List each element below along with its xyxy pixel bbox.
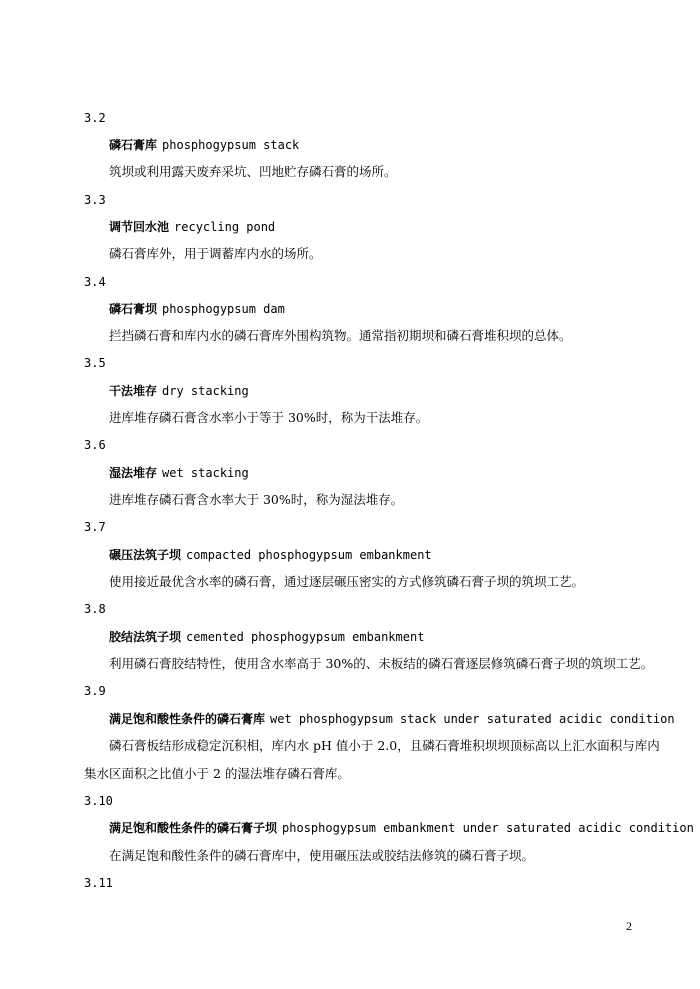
term-zh: 磷石膏坝 [109,302,158,316]
clause-number: 3.6 [84,438,106,452]
term-en: phosphogypsum embankment under saturated acidic condition [282,821,694,835]
term-zh: 湿法堆存 [109,466,158,480]
clause-number: 3.9 [84,684,106,698]
term-definition: 拦挡磷石膏和库内水的磷石膏库外围构筑物。通常指初期坝和磷石膏堆积坝的总体。 [109,328,572,343]
term-en: compacted phosphogypsum embankment [186,548,432,562]
term-heading [109,548,432,562]
term-zh: 满足饱和酸性条件的磷石膏子坝 [109,821,278,835]
clause-number: 3.4 [84,275,106,289]
term-definition: 使用接近最优含水率的磷石膏，通过逐层碾压密实的方式修筑磷石膏子坝的筑坝工艺。 [109,574,585,589]
term-definition: 利用磷石膏胶结特性，使用含水率高于 30%的、未板结的磷石膏逐层修筑磷石膏子坝的筑坝工艺。 [109,656,654,671]
term-definition: 在满足饱和酸性条件的磷石膏库中，使用碾压法或胶结法修筑的磷石膏子坝。 [109,848,535,863]
term-en: dry stacking [162,384,249,398]
term-en: wet stacking [162,466,249,480]
term-heading [109,302,285,316]
term-en: recycling pond [174,220,276,234]
clause-number: 3.2 [84,111,106,125]
clause-number: 3.3 [84,193,106,207]
term-en: phosphogypsum dam [162,302,285,316]
term-en: wet phosphogypsum stack under saturated acidic condition [270,712,675,726]
term-en: cemented phosphogypsum embankment [186,630,425,644]
clause-number: 3.7 [84,520,106,534]
term-definition: 磷石膏库外，用于调蓄库内水的场所。 [109,246,322,261]
term-definition-line-1: 磷石膏板结形成稳定沉积相，库内水 pH 值小于 2.0，且磷石膏堆积坝坝顶标高以上汇水面积与库内 [109,738,660,753]
term-definition-line-2: 集水区面积之比值小于 2 的湿法堆存磷石膏库。 [84,766,350,781]
term-definition: 筑坝或利用露天废弃采坑、凹地贮存磷石膏的场所。 [109,164,397,179]
clause-number: 3.11 [84,876,113,890]
term-heading [109,466,249,480]
clause-number: 3.8 [84,602,106,616]
term-zh: 干法堆存 [109,384,158,398]
clause-number: 3.10 [84,794,113,808]
term-zh: 磷石膏库 [109,138,158,152]
term-heading [109,138,299,152]
term-heading [109,630,424,644]
term-zh: 满足饱和酸性条件的磷石膏库 [109,712,266,726]
term-zh: 碾压法筑子坝 [109,548,182,562]
term-heading [109,220,275,234]
term-definition: 进库堆存磷石膏含水率大于 30%时，称为湿法堆存。 [109,492,404,507]
term-zh: 调节回水池 [109,220,170,234]
term-en: phosphogypsum stack [162,138,300,152]
clause-number: 3.5 [84,356,106,370]
term-definition: 进库堆存磷石膏含水率小于等于 30%时，称为干法堆存。 [109,410,429,425]
term-zh: 胶结法筑子坝 [109,630,182,644]
page-number: 2 [626,919,632,933]
term-heading [109,712,675,726]
term-heading [109,821,694,835]
term-heading [109,384,249,398]
